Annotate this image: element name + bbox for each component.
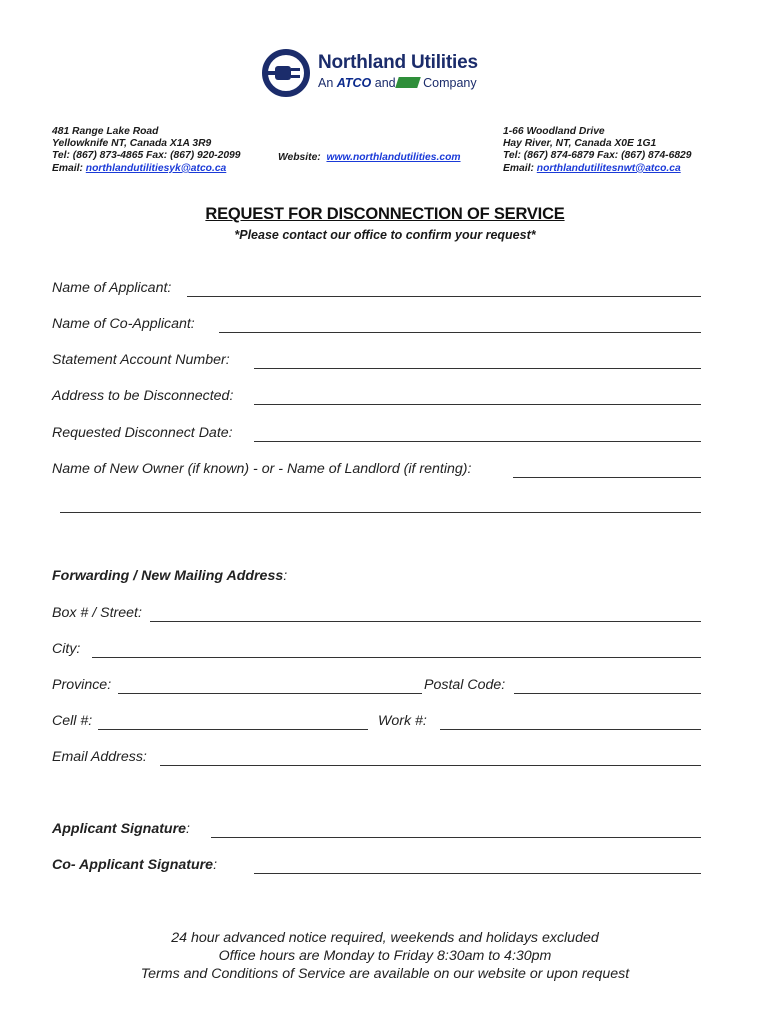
forwarding-address-heading: Forwarding / New Mailing Address: — [52, 568, 288, 584]
ni-mark-icon — [395, 77, 421, 88]
notice-text: 24 hour advanced notice required, weekends and holidays excluded — [171, 930, 599, 946]
work-field[interactable] — [440, 729, 701, 730]
terms-text: Terms and Conditions of Service are available on our website or upon request — [140, 966, 630, 982]
disconnect-date-field[interactable] — [254, 441, 701, 442]
street-field[interactable] — [150, 621, 701, 622]
postal-code-label: Postal Code: — [424, 677, 506, 693]
province-field[interactable] — [118, 693, 422, 694]
office-hours-text: Office hours are Monday to Friday 8:30am to 4:30pm — [218, 948, 552, 964]
new-owner-label: Name of New Owner (if known) - or - Name of Landlord (if renting): — [52, 461, 472, 477]
page-subtitle: *Please contact our office to confirm your request* — [234, 228, 536, 242]
applicant-signature-label: Applicant Signature: — [52, 821, 190, 837]
city-label: City: — [52, 641, 81, 657]
account-number-field[interactable] — [254, 368, 701, 369]
province-label: Province: — [52, 677, 112, 693]
hay-river-office-address: 1-66 Woodland Drive Hay River, NT, Canada X0E 1G1 Tel: (867) 874-6879 Fax: (867) 874-6829 Email: northlandutilitesnwt@atco.ca — [503, 126, 692, 174]
logo-tagline: An ATCO and Company — [318, 76, 477, 90]
yellowknife-office-address: 481 Range Lake Road Yellowknife NT, Canada X1A 3R9 Tel: (867) 873-4865 Fax: (867) 920-2099 Email: northlandutilitiesyk@atco.ca — [52, 126, 241, 174]
website: Website: www.northlandutilities.com — [278, 152, 461, 163]
new-owner-field-continued[interactable] — [60, 512, 701, 513]
applicant-name-field[interactable] — [187, 296, 701, 297]
account-number-label: Statement Account Number: — [52, 352, 230, 368]
applicant-signature-field[interactable] — [211, 837, 701, 838]
hay-river-email-link[interactable]: northlandutilitesnwt@atco.ca — [536, 162, 681, 174]
cell-label: Cell #: — [52, 713, 93, 729]
new-owner-field[interactable] — [513, 477, 701, 478]
disconnect-address-label: Address to be Disconnected: — [52, 388, 234, 404]
co-applicant-signature-label: Co- Applicant Signature: — [52, 857, 218, 873]
cell-field[interactable] — [98, 729, 368, 730]
street-label: Box # / Street: — [52, 605, 142, 621]
website-link[interactable]: www.northlandutilities.com — [326, 152, 461, 163]
email-field[interactable] — [160, 765, 701, 766]
atco-wordmark: ATCO — [336, 76, 372, 90]
co-applicant-name-field[interactable] — [219, 332, 701, 333]
page-title: REQUEST FOR DISCONNECTION OF SERVICE — [205, 205, 565, 223]
co-applicant-signature-field[interactable] — [254, 873, 701, 874]
disconnect-date-label: Requested Disconnect Date: — [52, 425, 233, 441]
work-label: Work #: — [378, 713, 427, 729]
postal-code-field[interactable] — [514, 693, 701, 694]
yellowknife-email-link[interactable]: northlandutilitiesyk@atco.ca — [85, 162, 227, 174]
logo-name: Northland Utilities — [318, 52, 478, 73]
applicant-name-label: Name of Applicant: — [52, 280, 172, 296]
email-label: Email Address: — [52, 749, 147, 765]
co-applicant-name-label: Name of Co-Applicant: — [52, 316, 195, 332]
disconnect-address-field[interactable] — [254, 404, 701, 405]
city-field[interactable] — [92, 657, 701, 658]
